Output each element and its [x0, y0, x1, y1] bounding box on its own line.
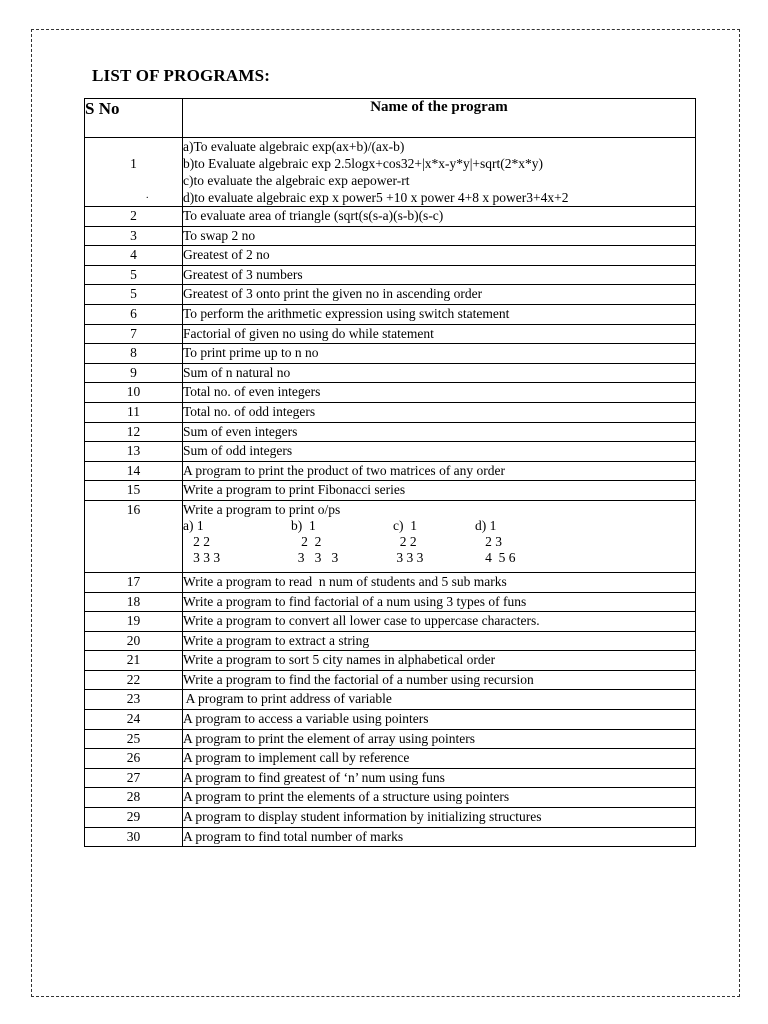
row-sno: 1	[130, 156, 137, 171]
row-program-name: A program to find total number of marks	[183, 827, 696, 847]
table-row	[85, 461, 696, 481]
row-program-name: Factorial of given no using do while statement	[183, 324, 696, 344]
row-line: b)to Evaluate algebraic exp 2.5logx+cos32+|x*x-y*y|+sqrt(2*x*y)	[183, 156, 544, 171]
row-program-name: To swap 2 no	[183, 226, 696, 246]
row-sno: 29	[85, 808, 183, 828]
table-row	[85, 592, 696, 612]
row-program-name: Greatest of 3 numbers	[183, 265, 696, 285]
row-sno: 20	[85, 631, 183, 651]
table-row	[85, 344, 696, 364]
table-row	[85, 324, 696, 344]
row-sno: 13	[85, 442, 183, 462]
programs-table	[84, 98, 696, 847]
row-sno: 12	[85, 422, 183, 442]
pattern-cell: 2 2	[183, 533, 210, 549]
pattern-cell: 2 2	[291, 533, 322, 549]
row-sno: 26	[85, 749, 183, 769]
table-row	[85, 226, 696, 246]
row-program-name: A program to access a variable using pointers	[183, 710, 696, 730]
row-program-name: Write a program to print Fibonacci series	[183, 481, 696, 501]
pattern-cell: a) 1	[183, 517, 204, 533]
row-sno: 15	[85, 481, 183, 501]
pattern-cell: 2 3	[475, 533, 502, 549]
row-program-name: Greatest of 3 onto print the given no in ascending order	[183, 285, 696, 305]
table-row	[85, 285, 696, 305]
row-sno: 23	[85, 690, 183, 710]
row-program-name: Write a program to print o/ps	[183, 501, 341, 517]
row-sno: 11	[85, 402, 183, 422]
pattern-cell: 4 5 6	[475, 549, 516, 565]
row-sno: 25	[85, 729, 183, 749]
row-program-name: Sum of even integers	[183, 422, 696, 442]
table-row	[85, 442, 696, 462]
table-row	[85, 246, 696, 266]
table-row-16	[85, 500, 696, 572]
table-row	[85, 422, 696, 442]
row-sno: 16	[85, 500, 183, 572]
pattern-cell: 3 3 3	[183, 549, 221, 565]
row-sno: 6	[85, 304, 183, 324]
row-program-name: Total no. of even integers	[183, 383, 696, 403]
table-row	[85, 207, 696, 227]
row-program-name: A program to implement call by reference	[183, 749, 696, 769]
row-program-name: Write a program to find the factorial of a number using recursion	[183, 670, 696, 690]
row-program-name: Write a program to find factorial of a num using 3 types of funs	[183, 592, 696, 612]
row-sno: 9	[85, 363, 183, 383]
row-sno: 2	[85, 207, 183, 227]
table-row	[85, 304, 696, 324]
table-row	[85, 363, 696, 383]
table-row	[85, 768, 696, 788]
table-row-1	[85, 138, 696, 207]
table-row	[85, 612, 696, 632]
table-row	[85, 749, 696, 769]
row-program-name: A program to print address of variable	[183, 690, 696, 710]
row-sno: 14	[85, 461, 183, 481]
row-sno: 30	[85, 827, 183, 847]
row-program-name: Write a program to sort 5 city names in alphabetical order	[183, 651, 696, 671]
row-program-name: To evaluate area of triangle (sqrt(s(s-a)(s-b)(s-c)	[183, 207, 696, 227]
row-program-name: Write a program to read n num of students and 5 sub marks	[183, 572, 696, 592]
row-program-name: A program to print the elements of a structure using pointers	[183, 788, 696, 808]
row-sno: 4	[85, 246, 183, 266]
row-line: a)To evaluate algebraic exp(ax+b)/(ax-b)	[183, 139, 405, 154]
row-program-name: Total no. of odd integers	[183, 402, 696, 422]
table-row	[85, 710, 696, 730]
row-program-name: A program to print the element of array using pointers	[183, 729, 696, 749]
row-sno: 17	[85, 572, 183, 592]
header-sno: S No	[85, 99, 183, 138]
table-row	[85, 481, 696, 501]
table-row	[85, 808, 696, 828]
row-program-name: A program to print the product of two matrices of any order	[183, 461, 696, 481]
pattern-cell: d) 1	[475, 517, 497, 533]
row-sno: 5	[85, 285, 183, 305]
table-row	[85, 383, 696, 403]
row-sno: 18	[85, 592, 183, 612]
row-sno: 3	[85, 226, 183, 246]
table-row	[85, 631, 696, 651]
row-program-name: Sum of n natural no	[183, 363, 696, 383]
pattern-cell: 3 3 3	[393, 549, 424, 565]
pattern-cell: 3 3 3	[291, 549, 339, 565]
pattern-cell: b) 1	[291, 517, 316, 533]
row-sno: 10	[85, 383, 183, 403]
row-sno: 24	[85, 710, 183, 730]
row-program-name: A program to display student information by initializing structures	[183, 808, 696, 828]
row-line: d)to evaluate algebraic exp x power5 +10 x power 4+8 x power3+4x+2	[183, 190, 569, 205]
row-program-name: To perform the arithmetic expression using switch statement	[183, 304, 696, 324]
row-sno: 8	[85, 344, 183, 364]
row-line: c)to evaluate the algebraic exp aepower-rt	[183, 173, 410, 188]
table-row	[85, 827, 696, 847]
table-row	[85, 670, 696, 690]
table-row	[85, 402, 696, 422]
row-sno: 19	[85, 612, 183, 632]
row-sno: 5	[85, 265, 183, 285]
header-name: Name of the program	[183, 99, 696, 138]
output-patterns	[183, 518, 695, 566]
table-row	[85, 651, 696, 671]
table-row	[85, 729, 696, 749]
row-program-name: Greatest of 2 no	[183, 246, 696, 266]
row-program-name: Sum of odd integers	[183, 442, 696, 462]
table-row	[85, 788, 696, 808]
row-sno: 27	[85, 768, 183, 788]
stray-dot: .	[146, 190, 149, 201]
table-row	[85, 265, 696, 285]
pattern-cell: 2 2	[393, 533, 417, 549]
row-sno: 28	[85, 788, 183, 808]
row-program-name: A program to find greatest of ‘n’ num using funs	[183, 768, 696, 788]
row-program-name: To print prime up to n no	[183, 344, 696, 364]
pattern-cell: c) 1	[393, 517, 417, 533]
row-sno: 7	[85, 324, 183, 344]
table-row	[85, 572, 696, 592]
table-row	[85, 690, 696, 710]
row-program-name: Write a program to convert all lower case to uppercase characters.	[183, 612, 696, 632]
row-sno: 21	[85, 651, 183, 671]
row-program-name: Write a program to extract a string	[183, 631, 696, 651]
row-sno: 22	[85, 670, 183, 690]
page-title: LIST OF PROGRAMS:	[92, 66, 271, 85]
